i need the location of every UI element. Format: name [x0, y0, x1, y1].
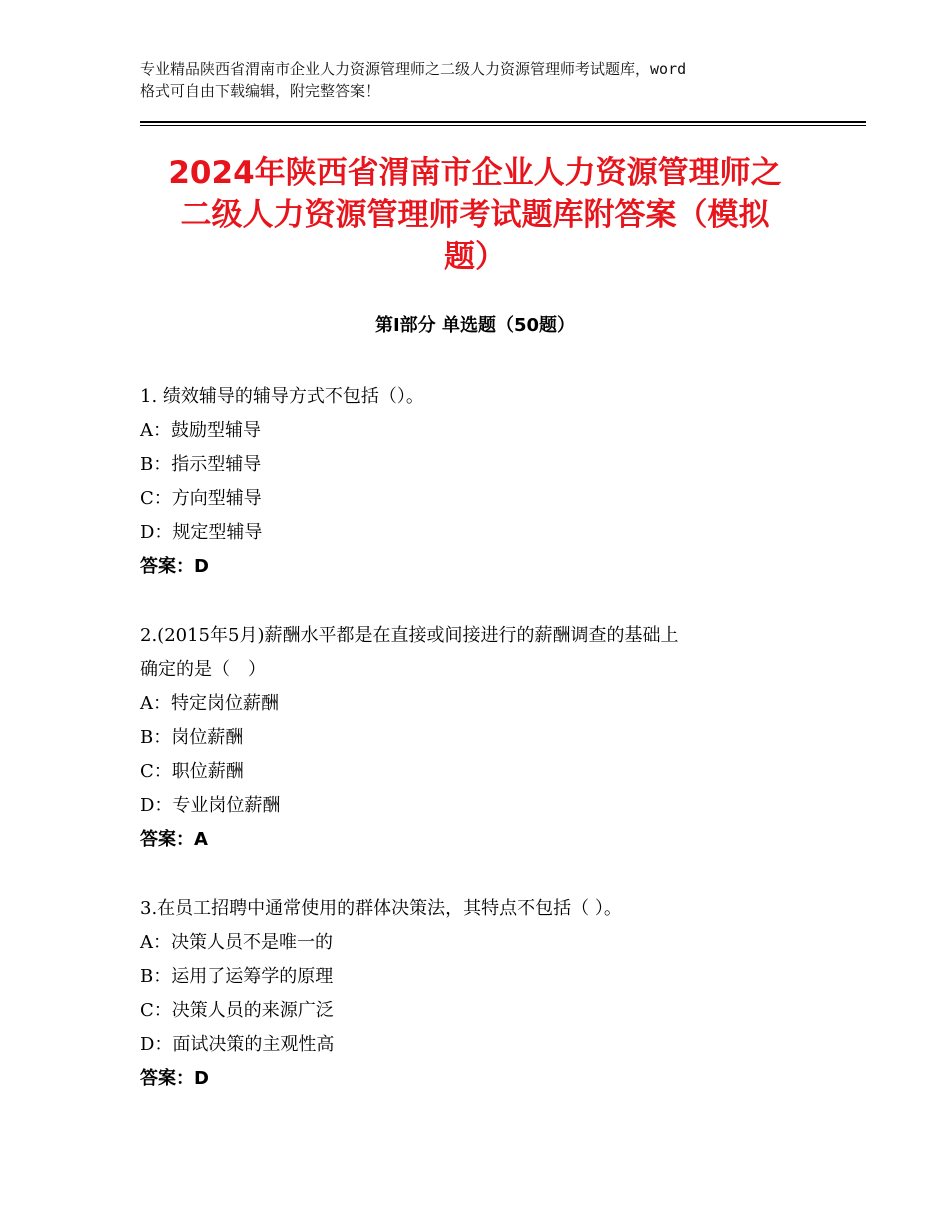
- answer-line: [140, 550, 820, 584]
- question-stem-line: 3.在员工招聘中通常使用的群体决策法，其特点不包括（ ）。: [140, 898, 622, 919]
- question-stem: [140, 892, 820, 926]
- section-heading: 第Ⅰ部分 单选题（50题）: [374, 315, 575, 336]
- option-d: D：专业岗位薪酬: [140, 795, 281, 816]
- option-d: D：面试决策的主观性高: [140, 1034, 335, 1055]
- question-block: [140, 619, 820, 857]
- question-stem: [140, 619, 820, 687]
- option-b: B：运用了运筹学的原理: [140, 966, 334, 987]
- answer-line: [140, 823, 820, 857]
- title-line-3: 题）: [444, 239, 506, 275]
- header-divider-thin: [140, 125, 866, 126]
- title-line-1: 2024年陕西省渭南市企业人力资源管理师之: [168, 155, 782, 191]
- question-stem: [140, 380, 820, 414]
- question-stem-line: 1. 绩效辅导的辅导方式不包括（）。: [140, 386, 424, 407]
- question-block: [140, 380, 820, 584]
- answer-value: D: [194, 1068, 209, 1089]
- question-stem-line: 确定的是（ ）: [140, 659, 266, 680]
- answer-line: [140, 1062, 820, 1096]
- answer-label: 答案：: [140, 829, 194, 850]
- option-a: A：特定岗位薪酬: [140, 693, 279, 714]
- header-note-line-1: 专业精品陕西省渭南市企业人力资源管理师之二级人力资源管理师考试题库，word: [140, 60, 687, 78]
- header-note-line-2: 格式可自由下载编辑，附完整答案！: [140, 82, 381, 100]
- option-c: C：决策人员的来源广泛: [140, 1000, 334, 1021]
- answer-value: D: [194, 556, 209, 577]
- question-block: [140, 892, 820, 1096]
- header-note: [140, 58, 840, 102]
- question-stem-line: 2.(2015年5月)薪酬水平都是在直接或间接进行的薪酬调查的基础上: [140, 625, 679, 646]
- option-a: A：鼓励型辅导: [140, 420, 261, 441]
- option-b: B：指示型辅导: [140, 454, 262, 475]
- option-b: B：岗位薪酬: [140, 727, 244, 748]
- answer-label: 答案：: [140, 556, 194, 577]
- document-title: [140, 152, 810, 278]
- option-a: A：决策人员不是唯一的: [140, 932, 333, 953]
- header-divider-thick: [140, 121, 866, 123]
- title-line-2: 二级人力资源管理师考试题库附答案（模拟: [180, 197, 770, 233]
- option-c: C：职位薪酬: [140, 761, 244, 782]
- option-c: C：方向型辅导: [140, 488, 262, 509]
- answer-label: 答案：: [140, 1068, 194, 1089]
- option-d: D：规定型辅导: [140, 522, 263, 543]
- answer-value: A: [194, 829, 208, 850]
